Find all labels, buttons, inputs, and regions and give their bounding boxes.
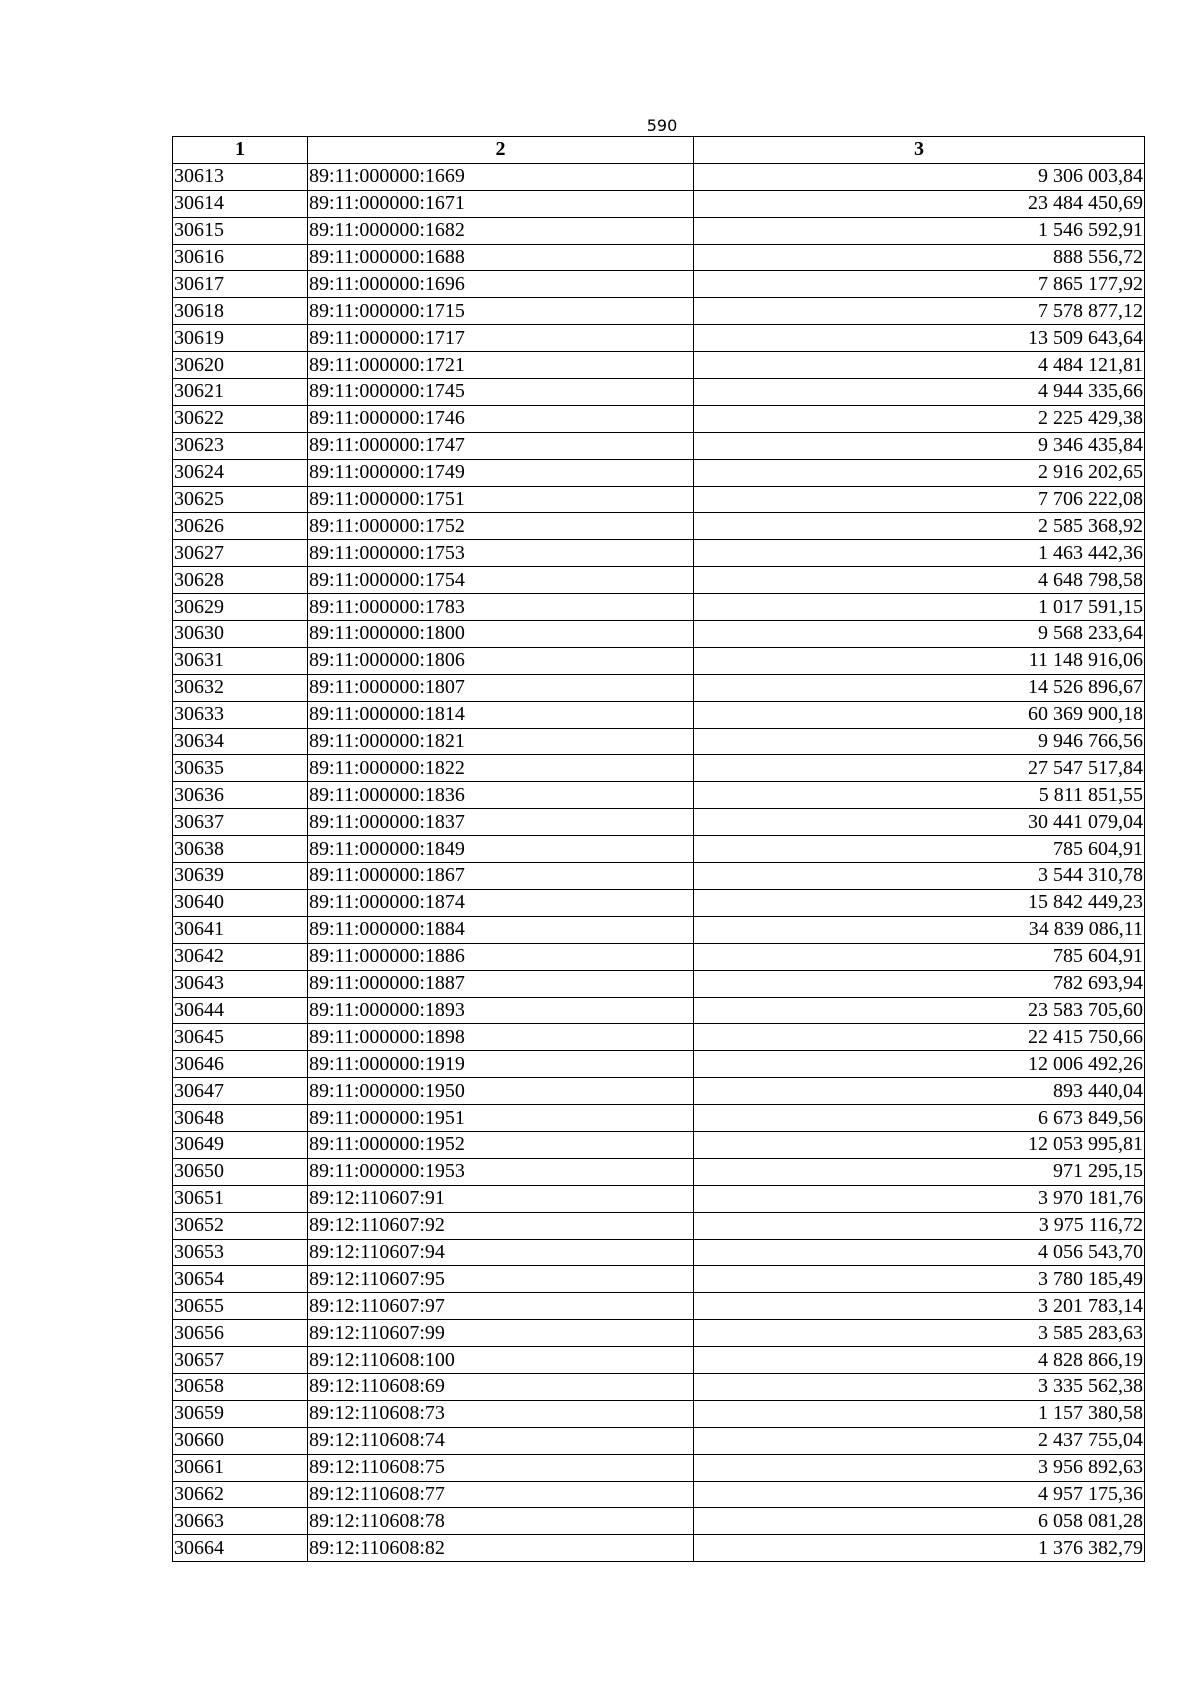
table-row bbox=[173, 1212, 1145, 1239]
value-cell: 1 017 591,15 bbox=[694, 594, 1145, 621]
table-row bbox=[173, 244, 1145, 271]
table-row bbox=[173, 567, 1145, 594]
table-row bbox=[173, 352, 1145, 379]
table-row bbox=[173, 405, 1145, 432]
row-number-cell: 30633 bbox=[173, 701, 308, 728]
row-number-cell: 30658 bbox=[173, 1373, 308, 1400]
value-cell: 23 583 705,60 bbox=[694, 997, 1145, 1024]
cadastral-number-cell: 89:11:000000:1754 bbox=[308, 567, 694, 594]
value-cell: 9 306 003,84 bbox=[694, 163, 1145, 190]
cadastral-number-cell: 89:11:000000:1806 bbox=[308, 647, 694, 674]
row-number-cell: 30621 bbox=[173, 379, 308, 406]
table-row bbox=[173, 1105, 1145, 1132]
table-row bbox=[173, 594, 1145, 621]
value-cell: 3 780 185,49 bbox=[694, 1266, 1145, 1293]
cadastral-number-cell: 89:11:000000:1951 bbox=[308, 1105, 694, 1132]
row-number-cell: 30640 bbox=[173, 889, 308, 916]
value-cell: 7 706 222,08 bbox=[694, 486, 1145, 513]
row-number-cell: 30635 bbox=[173, 755, 308, 782]
cadastral-number-cell: 89:11:000000:1807 bbox=[308, 674, 694, 701]
row-number-cell: 30663 bbox=[173, 1508, 308, 1535]
cadastral-number-cell: 89:11:000000:1950 bbox=[308, 1078, 694, 1105]
cadastral-number-cell: 89:12:110607:92 bbox=[308, 1212, 694, 1239]
value-cell: 4 484 121,81 bbox=[694, 352, 1145, 379]
cadastral-number-cell: 89:12:110607:99 bbox=[308, 1320, 694, 1347]
table-row bbox=[173, 782, 1145, 809]
cadastral-number-cell: 89:12:110607:94 bbox=[308, 1239, 694, 1266]
value-cell: 893 440,04 bbox=[694, 1078, 1145, 1105]
cadastral-number-cell: 89:11:000000:1887 bbox=[308, 970, 694, 997]
value-cell: 3 201 783,14 bbox=[694, 1293, 1145, 1320]
value-cell: 3 585 283,63 bbox=[694, 1320, 1145, 1347]
table-row bbox=[173, 1347, 1145, 1374]
table-row bbox=[173, 1158, 1145, 1185]
row-number-cell: 30639 bbox=[173, 863, 308, 890]
table-row bbox=[173, 432, 1145, 459]
row-number-cell: 30628 bbox=[173, 567, 308, 594]
value-cell: 4 944 335,66 bbox=[694, 379, 1145, 406]
value-cell: 3 335 562,38 bbox=[694, 1373, 1145, 1400]
row-number-cell: 30664 bbox=[173, 1535, 308, 1562]
row-number-cell: 30625 bbox=[173, 486, 308, 513]
table-row bbox=[173, 1427, 1145, 1454]
table-row bbox=[173, 863, 1145, 890]
table-row bbox=[173, 325, 1145, 352]
table-row bbox=[173, 1293, 1145, 1320]
cadastral-number-cell: 89:11:000000:1721 bbox=[308, 352, 694, 379]
row-number-cell: 30619 bbox=[173, 325, 308, 352]
table-row bbox=[173, 513, 1145, 540]
value-cell: 1 463 442,36 bbox=[694, 540, 1145, 567]
cadastral-number-cell: 89:11:000000:1919 bbox=[308, 1051, 694, 1078]
cadastral-number-cell: 89:11:000000:1783 bbox=[308, 594, 694, 621]
cadastral-number-cell: 89:11:000000:1752 bbox=[308, 513, 694, 540]
value-cell: 888 556,72 bbox=[694, 244, 1145, 271]
value-cell: 60 369 900,18 bbox=[694, 701, 1145, 728]
cadastral-number-cell: 89:11:000000:1952 bbox=[308, 1131, 694, 1158]
value-cell: 3 975 116,72 bbox=[694, 1212, 1145, 1239]
table-header bbox=[173, 137, 1145, 164]
value-cell: 4 648 798,58 bbox=[694, 567, 1145, 594]
table-row bbox=[173, 1266, 1145, 1293]
cadastral-number-cell: 89:11:000000:1800 bbox=[308, 621, 694, 648]
row-number-cell: 30622 bbox=[173, 405, 308, 432]
header-col-1: 1 bbox=[173, 137, 308, 164]
cadastral-number-cell: 89:11:000000:1715 bbox=[308, 298, 694, 325]
cadastral-number-cell: 89:11:000000:1814 bbox=[308, 701, 694, 728]
row-number-cell: 30616 bbox=[173, 244, 308, 271]
value-cell: 22 415 750,66 bbox=[694, 1024, 1145, 1051]
row-number-cell: 30660 bbox=[173, 1427, 308, 1454]
row-number-cell: 30643 bbox=[173, 970, 308, 997]
value-cell: 9 346 435,84 bbox=[694, 432, 1145, 459]
value-cell: 1 376 382,79 bbox=[694, 1535, 1145, 1562]
row-number-cell: 30637 bbox=[173, 809, 308, 836]
cadastral-number-cell: 89:11:000000:1874 bbox=[308, 889, 694, 916]
registry-table bbox=[172, 136, 1145, 1562]
cadastral-number-cell: 89:12:110608:75 bbox=[308, 1454, 694, 1481]
table-body bbox=[173, 163, 1145, 1561]
cadastral-number-cell: 89:11:000000:1822 bbox=[308, 755, 694, 782]
table-row bbox=[173, 1051, 1145, 1078]
cadastral-number-cell: 89:11:000000:1688 bbox=[308, 244, 694, 271]
cadastral-number-cell: 89:12:110608:73 bbox=[308, 1400, 694, 1427]
table-row bbox=[173, 1535, 1145, 1562]
value-cell: 2 437 755,04 bbox=[694, 1427, 1145, 1454]
value-cell: 3 544 310,78 bbox=[694, 863, 1145, 890]
cadastral-number-cell: 89:12:110607:97 bbox=[308, 1293, 694, 1320]
cadastral-number-cell: 89:11:000000:1669 bbox=[308, 163, 694, 190]
table-row bbox=[173, 970, 1145, 997]
cadastral-number-cell: 89:11:000000:1717 bbox=[308, 325, 694, 352]
cadastral-number-cell: 89:12:110607:95 bbox=[308, 1266, 694, 1293]
table-row bbox=[173, 1373, 1145, 1400]
row-number-cell: 30654 bbox=[173, 1266, 308, 1293]
header-col-3: 3 bbox=[694, 137, 1145, 164]
row-number-cell: 30661 bbox=[173, 1454, 308, 1481]
table-row bbox=[173, 217, 1145, 244]
row-number-cell: 30634 bbox=[173, 728, 308, 755]
row-number-cell: 30656 bbox=[173, 1320, 308, 1347]
row-number-cell: 30627 bbox=[173, 540, 308, 567]
value-cell: 3 956 892,63 bbox=[694, 1454, 1145, 1481]
header-col-2: 2 bbox=[308, 137, 694, 164]
table-row bbox=[173, 1400, 1145, 1427]
row-number-cell: 30636 bbox=[173, 782, 308, 809]
cadastral-number-cell: 89:12:110608:82 bbox=[308, 1535, 694, 1562]
table-row bbox=[173, 647, 1145, 674]
row-number-cell: 30652 bbox=[173, 1212, 308, 1239]
table-row bbox=[173, 1454, 1145, 1481]
cadastral-number-cell: 89:11:000000:1671 bbox=[308, 190, 694, 217]
row-number-cell: 30620 bbox=[173, 352, 308, 379]
row-number-cell: 30618 bbox=[173, 298, 308, 325]
value-cell: 2 225 429,38 bbox=[694, 405, 1145, 432]
value-cell: 1 546 592,91 bbox=[694, 217, 1145, 244]
value-cell: 30 441 079,04 bbox=[694, 809, 1145, 836]
table-row bbox=[173, 1024, 1145, 1051]
table-row bbox=[173, 163, 1145, 190]
table-row bbox=[173, 755, 1145, 782]
row-number-cell: 30648 bbox=[173, 1105, 308, 1132]
cadastral-number-cell: 89:12:110608:69 bbox=[308, 1373, 694, 1400]
table-row bbox=[173, 621, 1145, 648]
value-cell: 782 693,94 bbox=[694, 970, 1145, 997]
cadastral-number-cell: 89:11:000000:1898 bbox=[308, 1024, 694, 1051]
cadastral-number-cell: 89:12:110607:91 bbox=[308, 1185, 694, 1212]
row-number-cell: 30632 bbox=[173, 674, 308, 701]
table-row bbox=[173, 728, 1145, 755]
row-number-cell: 30662 bbox=[173, 1481, 308, 1508]
cadastral-number-cell: 89:11:000000:1893 bbox=[308, 997, 694, 1024]
row-number-cell: 30626 bbox=[173, 513, 308, 540]
value-cell: 6 673 849,56 bbox=[694, 1105, 1145, 1132]
value-cell: 4 056 543,70 bbox=[694, 1239, 1145, 1266]
row-number-cell: 30653 bbox=[173, 1239, 308, 1266]
value-cell: 14 526 896,67 bbox=[694, 674, 1145, 701]
row-number-cell: 30638 bbox=[173, 836, 308, 863]
value-cell: 3 970 181,76 bbox=[694, 1185, 1145, 1212]
table-row bbox=[173, 916, 1145, 943]
value-cell: 5 811 851,55 bbox=[694, 782, 1145, 809]
row-number-cell: 30651 bbox=[173, 1185, 308, 1212]
row-number-cell: 30630 bbox=[173, 621, 308, 648]
cadastral-number-cell: 89:11:000000:1747 bbox=[308, 432, 694, 459]
table-row bbox=[173, 809, 1145, 836]
value-cell: 34 839 086,11 bbox=[694, 916, 1145, 943]
cadastral-number-cell: 89:11:000000:1751 bbox=[308, 486, 694, 513]
value-cell: 12 006 492,26 bbox=[694, 1051, 1145, 1078]
cadastral-number-cell: 89:12:110608:77 bbox=[308, 1481, 694, 1508]
cadastral-number-cell: 89:11:000000:1753 bbox=[308, 540, 694, 567]
cadastral-number-cell: 89:11:000000:1836 bbox=[308, 782, 694, 809]
table-row bbox=[173, 1320, 1145, 1347]
table-row bbox=[173, 271, 1145, 298]
table-row bbox=[173, 459, 1145, 486]
row-number-cell: 30647 bbox=[173, 1078, 308, 1105]
cadastral-number-cell: 89:11:000000:1682 bbox=[308, 217, 694, 244]
value-cell: 6 058 081,28 bbox=[694, 1508, 1145, 1535]
cadastral-number-cell: 89:11:000000:1953 bbox=[308, 1158, 694, 1185]
cadastral-number-cell: 89:11:000000:1884 bbox=[308, 916, 694, 943]
row-number-cell: 30623 bbox=[173, 432, 308, 459]
value-cell: 9 946 766,56 bbox=[694, 728, 1145, 755]
row-number-cell: 30613 bbox=[173, 163, 308, 190]
table-row bbox=[173, 540, 1145, 567]
table-row bbox=[173, 889, 1145, 916]
row-number-cell: 30631 bbox=[173, 647, 308, 674]
cadastral-number-cell: 89:11:000000:1745 bbox=[308, 379, 694, 406]
table-row bbox=[173, 997, 1145, 1024]
table-row bbox=[173, 379, 1145, 406]
table-row bbox=[173, 1078, 1145, 1105]
row-number-cell: 30659 bbox=[173, 1400, 308, 1427]
table-row bbox=[173, 1481, 1145, 1508]
row-number-cell: 30617 bbox=[173, 271, 308, 298]
value-cell: 13 509 643,64 bbox=[694, 325, 1145, 352]
value-cell: 971 295,15 bbox=[694, 1158, 1145, 1185]
table-row bbox=[173, 1131, 1145, 1158]
value-cell: 785 604,91 bbox=[694, 943, 1145, 970]
row-number-cell: 30615 bbox=[173, 217, 308, 244]
table-row bbox=[173, 943, 1145, 970]
cadastral-number-cell: 89:11:000000:1821 bbox=[308, 728, 694, 755]
value-cell: 4 828 866,19 bbox=[694, 1347, 1145, 1374]
table-row bbox=[173, 486, 1145, 513]
row-number-cell: 30642 bbox=[173, 943, 308, 970]
table-row bbox=[173, 836, 1145, 863]
row-number-cell: 30629 bbox=[173, 594, 308, 621]
cadastral-number-cell: 89:11:000000:1837 bbox=[308, 809, 694, 836]
table-row bbox=[173, 1185, 1145, 1212]
value-cell: 9 568 233,64 bbox=[694, 621, 1145, 648]
value-cell: 12 053 995,81 bbox=[694, 1131, 1145, 1158]
row-number-cell: 30655 bbox=[173, 1293, 308, 1320]
value-cell: 785 604,91 bbox=[694, 836, 1145, 863]
cadastral-number-cell: 89:12:110608:74 bbox=[308, 1427, 694, 1454]
table-row bbox=[173, 1508, 1145, 1535]
table-row bbox=[173, 190, 1145, 217]
table-row bbox=[173, 1239, 1145, 1266]
cadastral-number-cell: 89:11:000000:1749 bbox=[308, 459, 694, 486]
row-number-cell: 30624 bbox=[173, 459, 308, 486]
row-number-cell: 30614 bbox=[173, 190, 308, 217]
cadastral-number-cell: 89:12:110608:100 bbox=[308, 1347, 694, 1374]
row-number-cell: 30657 bbox=[173, 1347, 308, 1374]
table-row bbox=[173, 674, 1145, 701]
cadastral-number-cell: 89:11:000000:1886 bbox=[308, 943, 694, 970]
cadastral-number-cell: 89:12:110608:78 bbox=[308, 1508, 694, 1535]
row-number-cell: 30649 bbox=[173, 1131, 308, 1158]
header-row bbox=[173, 137, 1145, 164]
cadastral-number-cell: 89:11:000000:1867 bbox=[308, 863, 694, 890]
value-cell: 15 842 449,23 bbox=[694, 889, 1145, 916]
cadastral-number-cell: 89:11:000000:1746 bbox=[308, 405, 694, 432]
value-cell: 2 916 202,65 bbox=[694, 459, 1145, 486]
value-cell: 7 578 877,12 bbox=[694, 298, 1145, 325]
cadastral-number-cell: 89:11:000000:1849 bbox=[308, 836, 694, 863]
value-cell: 23 484 450,69 bbox=[694, 190, 1145, 217]
value-cell: 1 157 380,58 bbox=[694, 1400, 1145, 1427]
table-row bbox=[173, 701, 1145, 728]
row-number-cell: 30646 bbox=[173, 1051, 308, 1078]
value-cell: 7 865 177,92 bbox=[694, 271, 1145, 298]
value-cell: 27 547 517,84 bbox=[694, 755, 1145, 782]
row-number-cell: 30641 bbox=[173, 916, 308, 943]
value-cell: 2 585 368,92 bbox=[694, 513, 1145, 540]
value-cell: 11 148 916,06 bbox=[694, 647, 1145, 674]
cadastral-number-cell: 89:11:000000:1696 bbox=[308, 271, 694, 298]
row-number-cell: 30644 bbox=[173, 997, 308, 1024]
value-cell: 4 957 175,36 bbox=[694, 1481, 1145, 1508]
row-number-cell: 30645 bbox=[173, 1024, 308, 1051]
page-number: 590 bbox=[646, 116, 678, 135]
table-row bbox=[173, 298, 1145, 325]
row-number-cell: 30650 bbox=[173, 1158, 308, 1185]
